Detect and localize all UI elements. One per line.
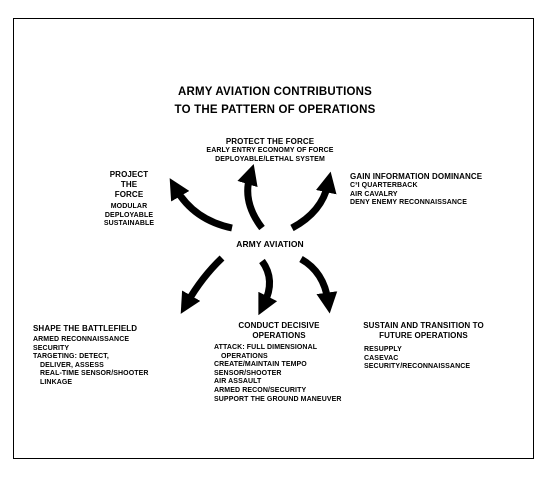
project-heading-1: PROJECT	[109, 170, 149, 179]
conduct-line-2: OPERATIONS	[221, 352, 268, 360]
shape-line-5: REAL-TIME SENSOR/SHOOTER	[40, 370, 149, 378]
title-line-2: TO THE PATTERN OF OPERATIONS	[174, 104, 376, 116]
gain-line-1: C³I QUARTERBACK	[350, 182, 418, 189]
sustain-heading-1: SUSTAIN AND TRANSITION TO	[363, 321, 484, 330]
conduct-line-4: SENSOR/SHOOTER	[214, 369, 282, 377]
sustain-line-3: SECURITY/RECONNAISSANCE	[364, 363, 471, 371]
project-line-2: DEPLOYABLE	[104, 211, 154, 219]
arrow-to-conduct-decisive	[262, 261, 270, 304]
protect-line-2: DEPLOYABLE/LETHAL SYSTEM	[215, 155, 325, 163]
arrow-to-protect-the-force	[248, 176, 262, 228]
arrow-to-sustain-and-transition	[301, 259, 328, 301]
shape-line-1: ARMED RECONNAISSANCE	[33, 336, 130, 343]
conduct-line-3: CREATE/MAINTAIN TEMPO	[214, 361, 307, 369]
gain-line-2: AIR CAVALRY	[350, 190, 398, 198]
shape-heading: SHAPE THE BATTLEFIELD	[33, 324, 138, 333]
sustain-line-2: CASEVAC	[364, 354, 399, 362]
sustain-line-1: RESUPPLY	[364, 346, 402, 353]
sustain-heading-2: FUTURE OPERATIONS	[379, 331, 468, 340]
conduct-heading-1: CONDUCT DECISIVE	[238, 321, 320, 330]
project-heading-2: THE	[120, 180, 138, 189]
conduct-line-5: AIR ASSAULT	[214, 378, 262, 386]
conduct-line-1: ATTACK: FULL DIMENSIONAL	[214, 344, 318, 351]
shape-line-4: DELIVER, ASSESS	[40, 361, 104, 369]
arrow-to-project-the-force	[176, 189, 232, 228]
conduct-line-7: SUPPORT THE GROUND MANEUVER	[214, 395, 342, 403]
arrow-to-gain-information	[292, 184, 328, 228]
project-line-3: SUSTAINABLE	[103, 220, 155, 228]
title-line-1: ARMY AVIATION CONTRIBUTIONS	[177, 86, 373, 98]
arrow-to-shape-the-battlefield	[187, 258, 222, 303]
project-heading-3: FORCE	[114, 190, 144, 199]
conduct-line-6: ARMED RECON/SECURITY	[214, 386, 307, 394]
gain-heading: GAIN INFORMATION DOMINANCE	[350, 172, 483, 181]
conduct-heading-2: OPERATIONS	[252, 331, 306, 340]
shape-line-6: LINKAGE	[40, 378, 73, 386]
shape-line-3: TARGETING: DETECT,	[33, 353, 109, 361]
protect-the-force-heading: PROTECT THE FORCE	[225, 137, 315, 146]
protect-line-1: EARLY ENTRY ECONOMY OF FORCE	[206, 147, 334, 154]
army-aviation-hub: ARMY AVIATION	[236, 239, 304, 249]
gain-line-3: DENY ENEMY RECONNAISSANCE	[350, 199, 467, 207]
project-line-1: MODULAR	[110, 203, 148, 210]
shape-line-2: SECURITY	[33, 344, 70, 352]
